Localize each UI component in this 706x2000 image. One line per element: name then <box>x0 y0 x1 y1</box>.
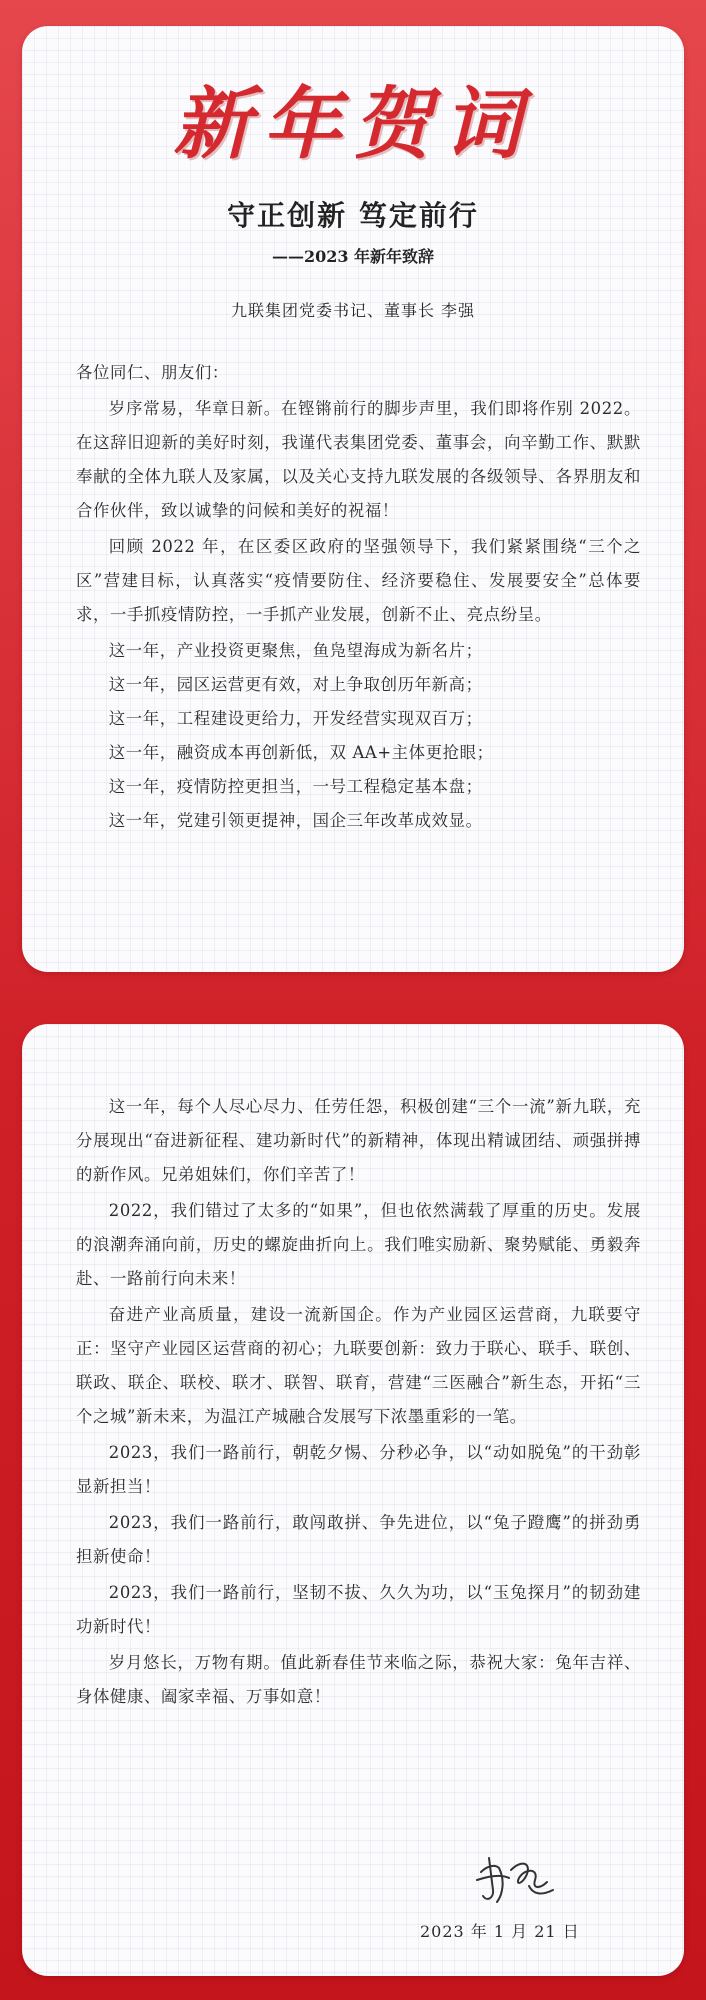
paragraph: 奋进产业高质量，建设一流新国企。作为产业园区运营商，九联要守正：坚守产业园区运营商的初心；九联要创新：致力于联心、联手、联创、联政、联企、联校、联才、联智、联育，营建“三医融合”新生态，开拓“三个之城”新未来，为温江产城融合发展写下浓墨重彩的一笔。 <box>76 1305 641 1426</box>
handwritten-signature <box>469 1850 564 1906</box>
author-line: 九联集团党委书记、董事长 李强 <box>230 301 476 320</box>
paragraph: 岁序常易，华章日新。在铿锵前行的脚步声里，我们即将作别 2022。在这辞旧迎新的美好时刻，我谨代表集团党委、董事会，向辛勤工作、默默奉献的全体九联人及家属，以及关心支持九联发展的各级领导、各界朋友和合作伙伴，致以诚挚的问候和美好的祝福！ <box>76 399 641 520</box>
one-year-item: 这一年，产业投资更聚焦，鱼凫望海成为新名片； <box>108 641 483 660</box>
signature-date: 2023 年 1 月 21 日 <box>420 1922 580 1941</box>
one-year-item: 这一年，党建引领更提神，国企三年改革成效显。 <box>108 811 483 830</box>
paragraph: 岁月悠长，万物有期。值此新春佳节来临之际，恭祝大家：兔年吉祥、身体健康、阖家幸福、万事如意！ <box>76 1653 641 1706</box>
subtitle: 守正创新 笃定前行 <box>227 199 479 232</box>
letter-body-page-1 <box>76 356 641 838</box>
paragraph: 2022，我们错过了太多的“如果”，但也依然满载了厚重的历史。发展的浪潮奔涌向前，历史的螺旋曲折向上。我们唯实励新、聚势赋能、勇毅奔赴、一路前行向未来！ <box>76 1201 641 1288</box>
paragraph: 2023，我们一路前行，敢闯敢拼、争先进位，以“兔子蹬鹰”的拼劲勇担新使命！ <box>76 1513 641 1566</box>
letter-body-page-2 <box>76 1090 641 1716</box>
paragraph: 2023，我们一路前行，朝乾夕惕、分秒必争，以“动如脱兔”的干劲彰显新担当！ <box>76 1443 641 1496</box>
letter-card-page-1 <box>22 26 684 972</box>
dateline: ——2023 年新年致辞 <box>271 247 435 266</box>
letter-card-page-2 <box>22 1024 684 1976</box>
one-year-item: 这一年，疫情防控更担当，一号工程稳定基本盘； <box>108 777 483 796</box>
paragraph: 2023，我们一路前行，坚韧不拔、久久为功，以“玉兔探月”的韧劲建功新时代！ <box>76 1583 641 1636</box>
paragraph: 这一年，每个人尽心尽力、任劳任怨，积极创建“三个一流”新九联，充分展现出“奋进新征程、建功新时代”的新精神，体现出精诚团结、顽强拼搏的新作风。兄弟姐妹们，你们辛苦了！ <box>76 1097 641 1184</box>
one-year-item: 这一年，工程建设更给力，开发经营实现双百万； <box>108 709 483 728</box>
salutation: 各位同仁、朋友们： <box>76 363 229 382</box>
paragraph: 回顾 2022 年，在区委区政府的坚强领导下，我们紧紧围绕“三个之区”营建目标，认真落实“疫情要防住、经济要稳住、发展要安全”总体要求，一手抓疫情防控，一手抓产业发展，创新不止、亮点纷呈。 <box>76 537 641 624</box>
one-year-item: 这一年，融资成本再创新低，双 AA+主体更抢眼； <box>108 743 494 762</box>
one-year-item: 这一年，园区运营更有效，对上争取创历年新高； <box>108 675 483 694</box>
headline: 新年贺词 <box>172 79 533 170</box>
